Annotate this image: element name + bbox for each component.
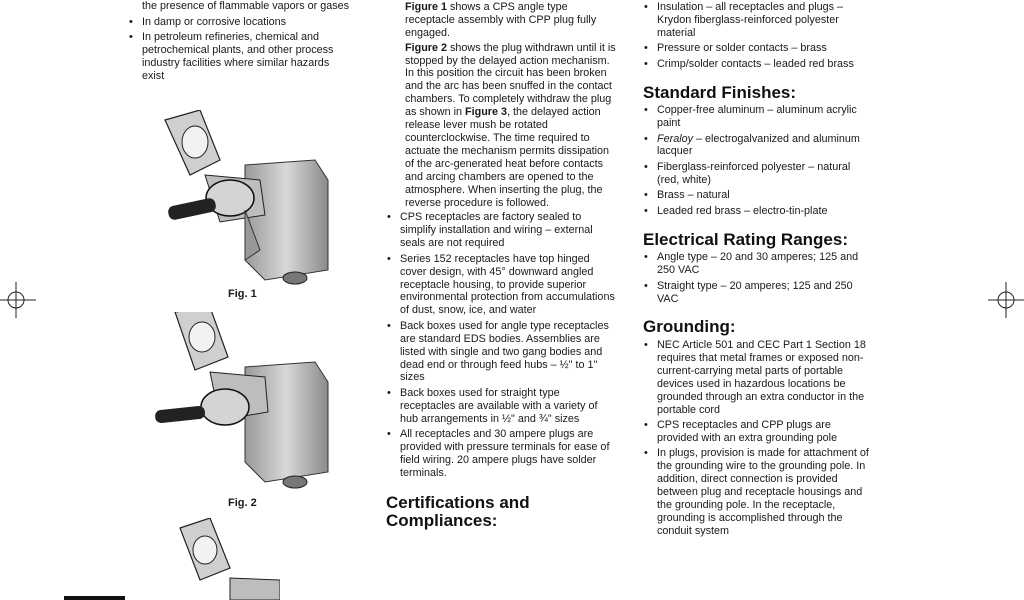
list-item: [643, 205, 871, 218]
figure-2-text-a: shows the plug withdrawn until it is stopped by the delayed action mechanism. In this position the circuit has been broken and the arc has been snuffed in the contact chambers. To completely withdraw the plug as shown in: [405, 41, 616, 119]
list-item-text: Insulation – all receptacles and plugs – Krydon fiberglass-reinforced polyester material: [657, 0, 844, 39]
application-list: [128, 0, 353, 83]
figure-1-image: [150, 110, 330, 288]
list-item: [643, 104, 871, 130]
list-item: [643, 280, 871, 306]
column-1: [128, 0, 353, 85]
page-edge-bar: [64, 596, 125, 600]
ratings-heading: Electrical Rating Ranges:: [643, 229, 849, 249]
figure-1-ref: Figure 1: [405, 0, 447, 13]
list-item: [643, 251, 871, 277]
list-item-text: Series 152 receptacles have top hinged cover design, with 45° downward angled receptacle housing, to provide superior environmental protection from accumulations of dust, snow, ice, and water: [400, 252, 615, 317]
list-item-text: In plugs, provision is made for attachment of the grounding wire to the grounding pole. In addition, direct connection is provided between plug and receptacle housings and the grounding pole. In the receptacle, grounding is accomplished through the conduit system: [657, 447, 869, 537]
list-item-text: In damp or corrosive locations: [142, 15, 287, 28]
list-item-text: All receptacles and 30 ampere plugs are provided with pressure terminals for ease of field wiring. 20 ampere plugs have solder terminals.: [400, 428, 610, 479]
figure-2-description: [405, 42, 616, 210]
list-item: [643, 42, 871, 55]
materials-list: [643, 0, 871, 71]
figure-3-image: [170, 518, 280, 600]
list-item: [643, 161, 871, 187]
figure-1-description: [405, 1, 616, 40]
list-item-text: – electrogalvanized and aluminum lacquer: [657, 132, 860, 158]
list-item-text: Angle type – 20 and 30 amperes; 125 and 250 VAC: [657, 251, 859, 277]
list-item-text: Back boxes used for angle type receptacles are standard EDS bodies. Assemblies are listed with single and two gang bodies and dead end or through feed hubs – ½" to 1" sizes: [400, 319, 609, 384]
figure-1-caption: Fig. 1: [228, 288, 257, 300]
list-item-text: Pressure or solder contacts – brass: [657, 42, 827, 55]
list-item: [643, 58, 871, 71]
list-item-text: Leaded red brass – electro-tin-plate: [657, 204, 828, 217]
list-item-text: CPS receptacles and CPP plugs are provided with an extra grounding pole: [657, 419, 838, 444]
registration-mark-right: [988, 280, 1024, 320]
list-item: [643, 419, 871, 445]
list-item-text: Back boxes used for straight type receptacles are available with a variety of hub arrangements in ½" and ¾" sizes: [400, 386, 598, 425]
figure-1-text: shows a CPS angle type receptacle assembly with CPP plug fully engaged.: [405, 0, 597, 39]
list-item-text: NEC Article 501 and CEC Part 1 Section 18 requires that metal frames or exposed non-current-carrying metal parts of portable devices used in hazardous locations be grounded through an extra conductor in the portable cord: [657, 338, 866, 416]
list-item: [643, 189, 871, 202]
list-item-text: CPS receptacles are factory sealed to simplify installation and wiring – external seals are not required: [400, 211, 593, 250]
list-item: [128, 16, 353, 29]
list-item: [643, 1, 871, 40]
list-item: [643, 133, 871, 159]
list-item-text: Copper-free aluminum – aluminum acrylic paint: [657, 104, 857, 130]
feature-list: [386, 211, 616, 480]
grounding-list: [643, 339, 871, 538]
grounding-heading: Grounding:: [643, 317, 736, 337]
list-item-continued: [128, 0, 353, 13]
list-item-text: In petroleum refineries, chemical and petrochemical plants, and other process industry facilities where similar hazards exist: [142, 31, 334, 82]
list-item-text: the presence of flammable vapors or gases: [142, 0, 350, 12]
list-item-text: Fiberglass-reinforced polyester – natural (red, white): [657, 160, 851, 186]
figure-2-ref: Figure 2: [405, 41, 447, 54]
finishes-heading: Standard Finishes:: [643, 82, 797, 102]
figure-2-image: [150, 312, 330, 492]
list-item-text: Brass – natural: [657, 189, 730, 202]
list-item-text: Crimp/solder contacts – leaded red brass: [657, 57, 854, 70]
list-item: [643, 447, 871, 537]
list-item-emphasis: Feraloy: [657, 132, 694, 145]
figure-3-ref: Figure 3: [465, 106, 508, 119]
list-item: [386, 253, 616, 318]
list-item: [386, 320, 616, 385]
figure-2-text-b: , the delayed action release lever mush be rotated counterclockwise. The time required to actuate the mechanism permits dissipation of the arc-generated heat before contacts and arcing chambers are opened to the atmosphere. When inserting the plug, the reverse procedure is followed.: [405, 106, 610, 209]
column-2: [386, 0, 616, 533]
column-3: [643, 0, 871, 540]
list-item: [643, 339, 871, 416]
certifications-heading: Certifications and Compliances:: [386, 492, 530, 531]
list-item: [386, 387, 616, 426]
list-item-text: Straight type – 20 amperes; 125 and 250 VAC: [657, 279, 853, 305]
list-item: [386, 211, 616, 250]
figure-2-caption: Fig. 2: [228, 497, 257, 509]
ratings-list: [643, 251, 871, 305]
finishes-list: [643, 104, 871, 218]
list-item: [128, 31, 353, 83]
registration-mark-left: [0, 280, 36, 320]
list-item: [386, 428, 616, 480]
